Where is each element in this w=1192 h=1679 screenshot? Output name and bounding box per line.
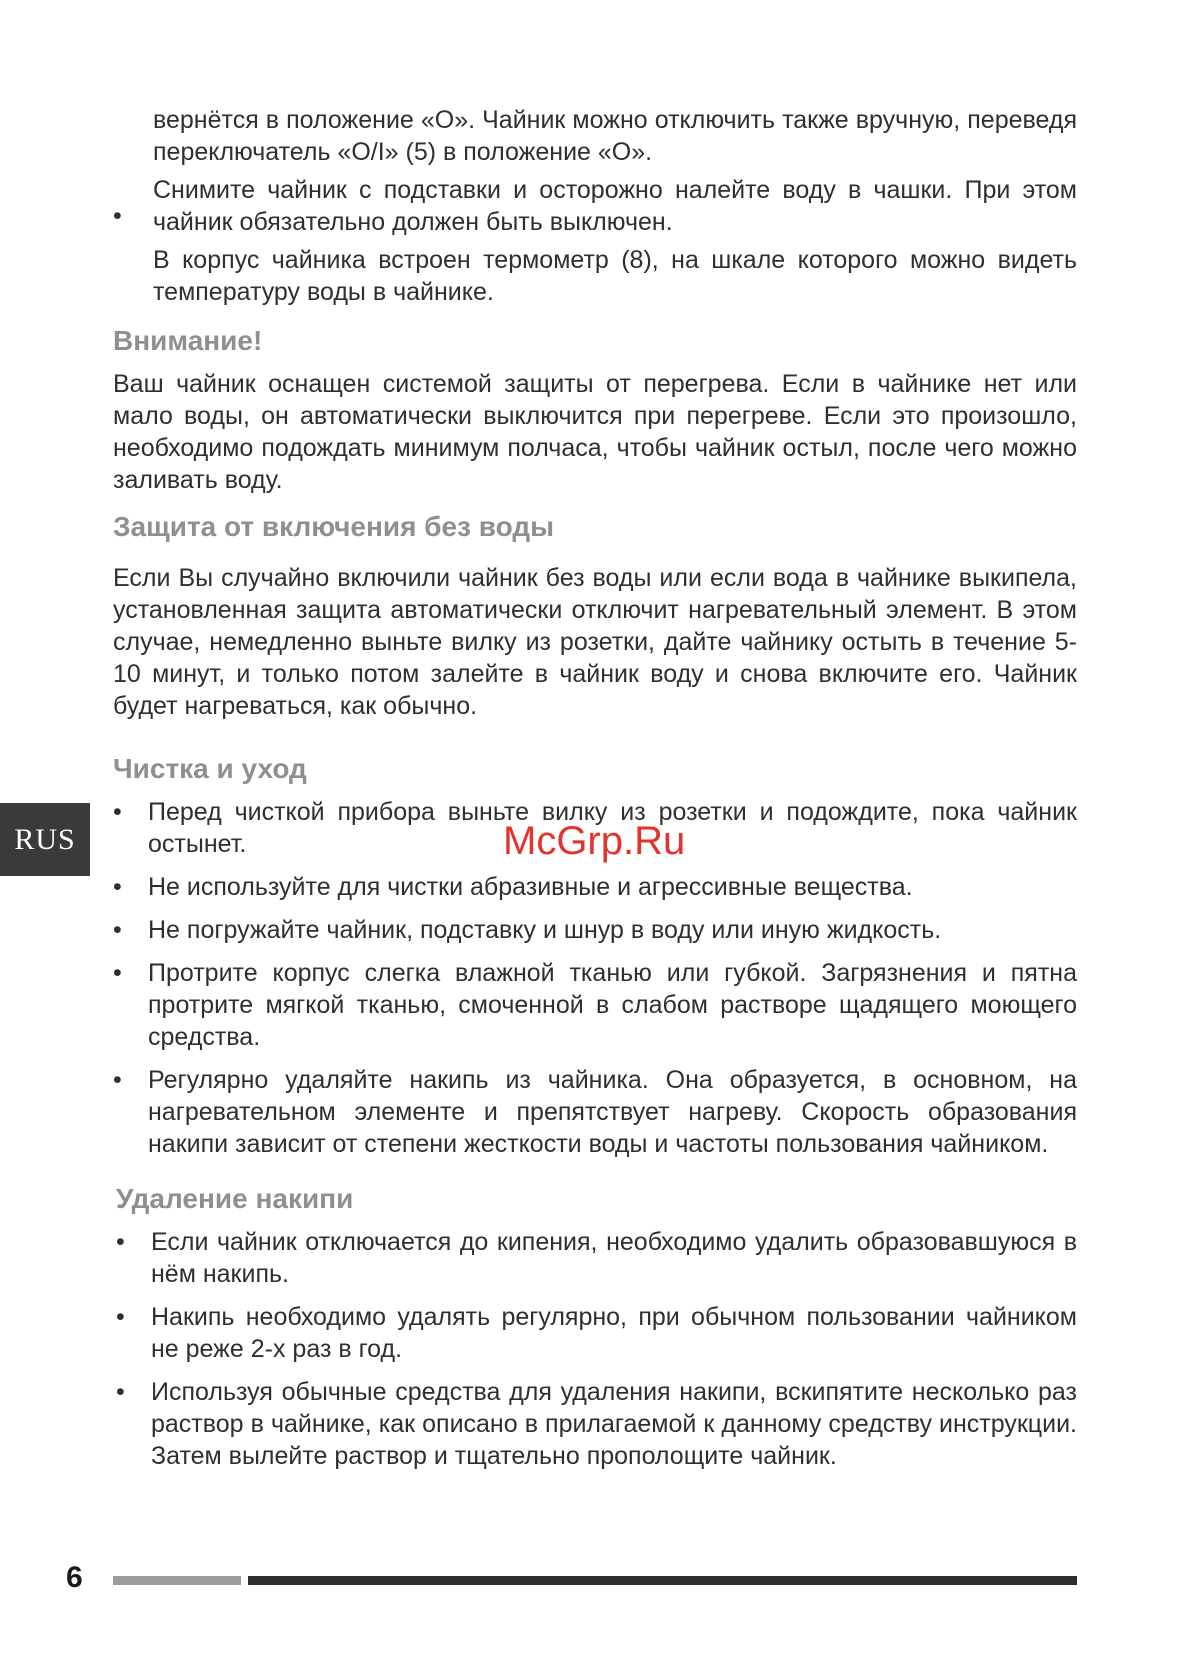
list-item: • Перед чисткой прибора выньте вилку из розетки и подождите, пока чайник остынет. [113, 796, 1077, 860]
intro-bullet [113, 174, 1077, 238]
list-item: • Накипь необходимо удалять регулярно, при обычном пользовании чайником не реже 2-х раз в год. [116, 1301, 1077, 1365]
intro-paragraph-3: В корпус чайника встроен термометр (8), на шкале которого можно видеть температуру воды в чайнике. [153, 246, 1077, 306]
descaling-heading: Удаление накипи [116, 1183, 354, 1214]
list-item: • Не используйте для чистки абразивные и агрессивные вещества. [113, 871, 1077, 903]
attention-heading: Внимание! [113, 325, 263, 356]
page-content [113, 104, 1077, 1472]
attention-text: Ваш чайник оснащен системой защиты от перегрева. Если в чайнике нет или мало воды, он автоматически выключится при перегреве. Если это произошло, необходимо подождать минимум полчаса, чтобы чайник остыл, после чего можно заливать воду. [113, 370, 1077, 494]
language-tab: RUS [0, 803, 90, 876]
watermark: McGrp.Ru [503, 819, 686, 863]
intro-paragraph-2: Снимите чайник с подставки и осторожно налейте воду в чашки. При этом чайник обязательно должен быть выключен. [153, 176, 1077, 236]
page-number: 6 [66, 1561, 83, 1594]
bullet-dot: • [113, 202, 122, 230]
dry-protection-heading: Защита от включения без воды [113, 511, 555, 542]
intro-paragraph-1: вернётся в положение «O». Чайник можно отключить также вручную, переведя переключатель «O/I» (5) в положение «O». [153, 106, 1077, 166]
list-item: • Используя обычные средства для удаления накипи, вскипятите несколько раз раствор в чайнике, как описано в прилагаемой к данному средству инструкции. Затем вылейте раствор и тщательно прополощите чайник. [116, 1376, 1077, 1472]
descaling-list [113, 1226, 1077, 1472]
footer-bar-dark [248, 1576, 1077, 1585]
list-item: • Регулярно удаляйте накипь из чайника. Она образуется, в основном, на нагревательном элементе и препятствует нагреву. Скорость образования накипи зависит от степени жесткости воды и частоты пользования чайником. [113, 1064, 1077, 1160]
list-item: • Протрите корпус слегка влажной тканью или губкой. Загрязнения и пятна протрите мягкой тканью, смоченной в слабом растворе щадящего моющего средства. [113, 957, 1077, 1053]
list-item: • Не погружайте чайник, подставку и шнур в воду или иную жидкость. [113, 914, 1077, 946]
list-item: • Если чайник отключается до кипения, необходимо удалить образовавшуюся в нём накипь. [116, 1226, 1077, 1290]
footer-bar-light [113, 1576, 241, 1585]
cleaning-heading: Чистка и уход [113, 753, 307, 784]
dry-protection-text: Если Вы случайно включили чайник без воды или если вода в чайнике выкипела, установленная защита автоматически отключит нагревательный элемент. В этом случае, немедленно выньте вилку из розетки, дайте чайнику остыть в течение 5-10 минут, и только потом залейте в чайник воду и снова включите его. Чайник будет нагреваться, как обычно. [113, 564, 1077, 720]
